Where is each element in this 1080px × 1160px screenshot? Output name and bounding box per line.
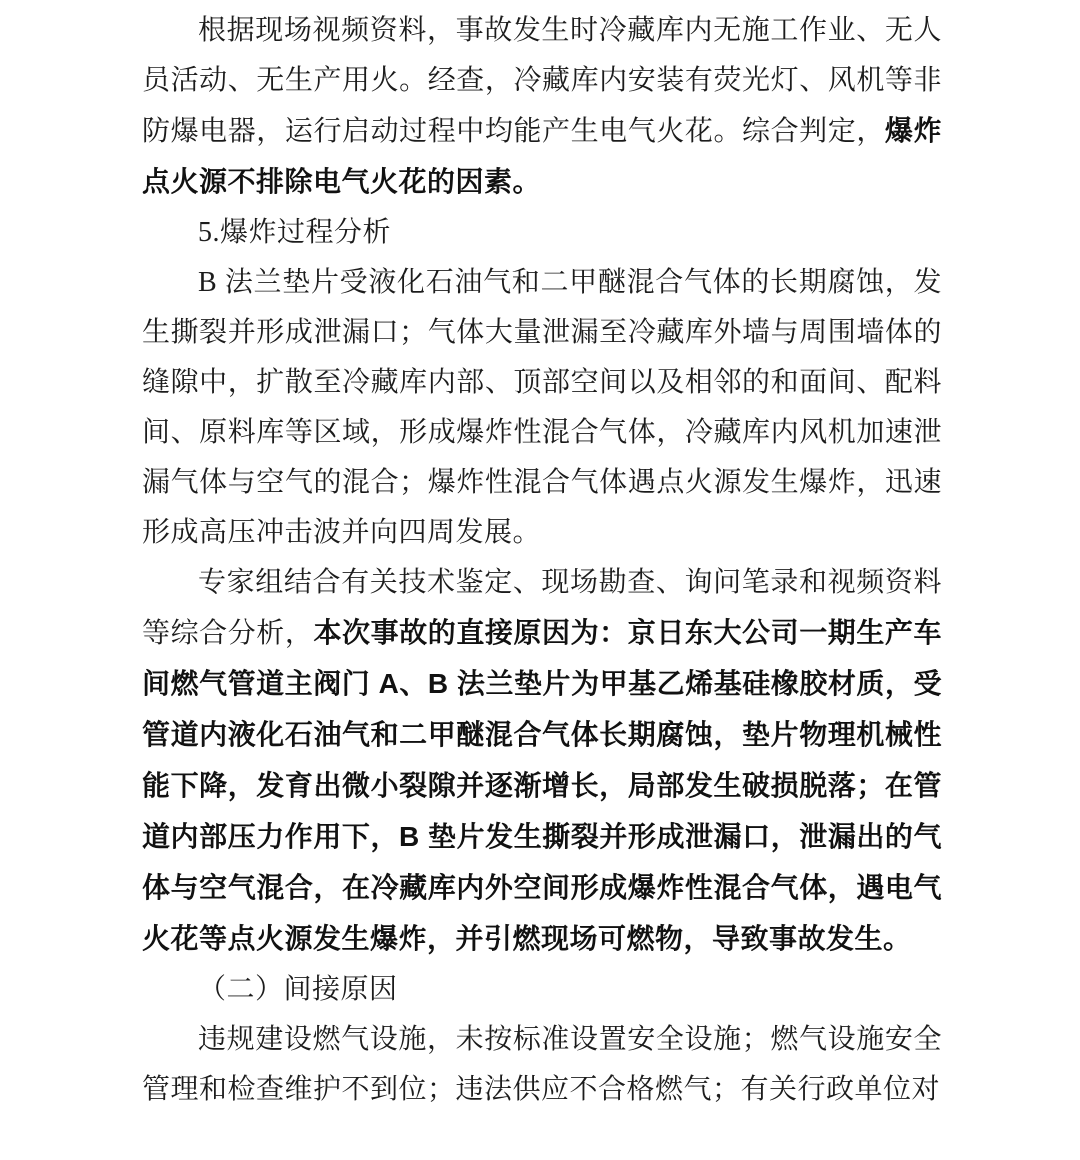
- explosion-process-text: B 法兰垫片受液化石油气和二甲醚混合气体的长期腐蚀，发生撕裂并形成泄漏口；气体大量泄漏至冷藏库外墙与周围墙体的缝隙中，扩散至冷藏库内部、顶部空间以及相邻的和面间、配料间、原料库等区域，形成爆炸性混合气体，冷藏库内风机加速泄漏气体与空气的混合；爆炸性混合气体遇点火源发生爆炸，迅速形成高压冲击波并向四周发展。: [142, 267, 942, 548]
- heading-indirect-cause: [142, 965, 942, 1015]
- indirect-cause-text: 违规建设燃气设施，未按标准设置安全设施；燃气设施安全管理和检查维护不到位；违法供应不合格燃气；有关行政单位对: [142, 1024, 942, 1105]
- paragraph-explosion-process: [142, 258, 942, 558]
- heading-explosion-process-analysis: [142, 208, 942, 258]
- document-page: [142, 6, 942, 1115]
- ignition-source-bold-conclusion: 爆炸点火源不排除电气火花的因素。: [142, 115, 942, 197]
- direct-cause-regular-text: 专家组结合有关技术鉴定、现场勘查、询问笔录和视频资料等综合分析，: [142, 567, 942, 649]
- direct-cause-bold-conclusion: 本次事故的直接原因为：京日东大公司一期生产车间燃气管道主阀门 A、B 法兰垫片为甲基乙烯基硅橡胶材质，受管道内液化石油气和二甲醚混合气体长期腐蚀，垫片物理机械性能下降，发育出微小裂隙并逐渐增长，局部发生破损脱落；在管道内部压力作用下，B 垫片发生撕裂并形成泄漏口，泄漏出的气体与空气混合，在冷藏库内外空间形成爆炸性混合气体，遇电气火花等点火源发生爆炸，并引燃现场可燃物，导致事故发生。: [142, 617, 942, 954]
- heading-explosion-process-text: 5.爆炸过程分析: [198, 217, 392, 248]
- ignition-source-regular-text: 根据现场视频资料，事故发生时冷藏库内无施工作业、无人员活动、无生产用火。经查，冷藏库内安装有荧光灯、风机等非防爆电器，运行启动过程中均能产生电气火花。综合判定，: [142, 15, 942, 147]
- heading-indirect-cause-text: （二）间接原因: [198, 974, 398, 1005]
- paragraph-indirect-cause: [142, 1015, 942, 1115]
- paragraph-direct-cause: [142, 558, 942, 965]
- paragraph-ignition-source: [142, 6, 942, 208]
